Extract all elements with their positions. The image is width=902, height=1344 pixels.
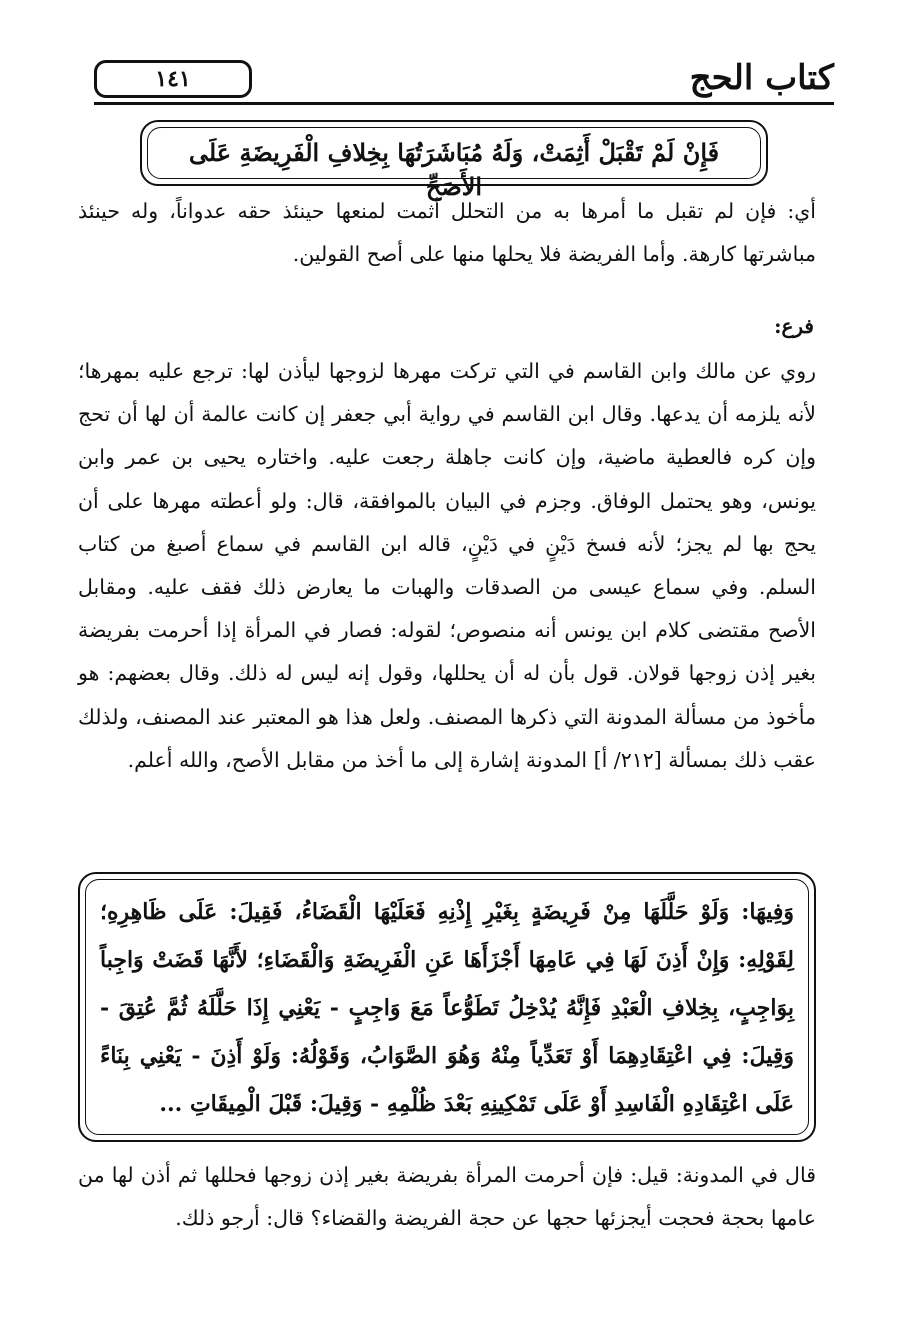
- book-title: كتاب الحج: [689, 58, 834, 98]
- page-number: ١٤١: [94, 60, 252, 98]
- commentary-paragraph-3: قال في المدونة: قيل: فإن أحرمت المرأة بفريضة بغير إذن زوجها فحللها ثم أذن لها من عامها بحجة فحجت أيجزئها حجها عن حجة الفريضة والقضاء؟ قال: أرجو ذلك.: [78, 1163, 816, 1230]
- matn-heading-box: [140, 120, 768, 201]
- matn-quote-box: [78, 872, 816, 1142]
- commentary-paragraph-1: أي: فإن لم تقبل ما أمرها به من التحلل أثمت لمنعها حينئذ حقه عدواناً، وله حينئذ مباشرتها كارهة. وأما الفريضة فلا يحلها منها على أصح القولين.: [78, 199, 816, 266]
- matn-heading-text: فَإِنْ لَمْ تَقْبَلْ أَثِمَتْ، وَلَهُ مُبَاشَرَتُهَا بِخِلافِ الْفَرِيضَةِ عَلَى الأَصَحِّ: [188, 138, 720, 201]
- page-header: [82, 52, 834, 108]
- commentary-paragraph-2: روي عن مالك وابن القاسم في التي تركت مهرها لزوجها ليأذن لها: ترجع عليه بمهرها؛ لأنه يلزمه أن يدعها. وقال ابن القاسم في رواية أبي جعفر إن كانت عالمة أن لها أن تحج وإن كره فالعطية ماضية، وإن كانت جاهلة رجعت عليه. واختاره يحيى بن عمر وابن يونس، وهو يحتمل الوفاق. وجزم في البيان بالموافقة، قال: ولو أعطته مهرها على أن يحج بها لم يجز؛ لأنه فسخ دَيْنٍ في دَيْنٍ، قاله ابن القاسم في سماع أصبغ من كتاب السلم. وفي سماع عيسى من الصدقات والهبات ما يعارض ذلك فقف عليه. ومقابل الأصح مقتضى كلام ابن يونس أنه منصوص؛ لقوله: فصار في المرأة إذا أحرمت بفريضة بغير إذن زوجها قولان. قول بأن له أن يحللها، وقول إنه ليس له ذلك. وقال بعضهم: هو مأخوذ من مسألة المدونة التي ذكرها المصنف. ولعل هذا هو المعتبر عند المصنف، ولذلك عقب ذلك بمسألة [٢١٢/ أ] المدونة إشارة إلى ما أخذ من مقابل الأصح، والله أعلم.: [78, 359, 816, 772]
- subheading-far: فرع:: [774, 314, 814, 338]
- header-divider: [94, 102, 834, 105]
- matn-quote-text: وَفِيهَا: وَلَوْ حَلَّلَهَا مِنْ فَرِيضَةٍ بِغَيْرِ إِذْنِهِ فَعَلَيْهَا الْقَضَاءُ، فَقِيلَ: عَلَى ظَاهِرِهِ؛ لِقَوْلِهِ: وَإِنْ أَذِنَ لَهَا فِي عَامِهَا أَجْزَأَهَا عَنِ الْفَرِيضَةِ وَالْقَضَاءِ؛ لأَنَّهَا قَضَتْ وَاجِباً بِوَاجِبٍ، بِخِلافِ الْعَبْدِ فَإِنَّهُ يُدْخِلُ تَطَوُّعاً مَعَ وَاجِبٍ - يَعْنِي إِذَا حَلَّلَهُ ثُمَّ عُتِقَ - وَقِيلَ: فِي اعْتِقَادِهِمَا أَوْ تَعَدِّياً مِنْهُ وَهُوَ الصَّوَابُ، وَقَوْلُهُ: وَلَوْ أَذِنَ - يَعْنِي بِنَاءً عَلَى اعْتِقَادِهِ الْفَاسِدِ أَوْ عَلَى تَمْكِينِهِ بَعْدَ ظُلْمِهِ - وَقِيلَ: قَبْلَ الْمِيقَاتِ ...: [100, 899, 794, 1117]
